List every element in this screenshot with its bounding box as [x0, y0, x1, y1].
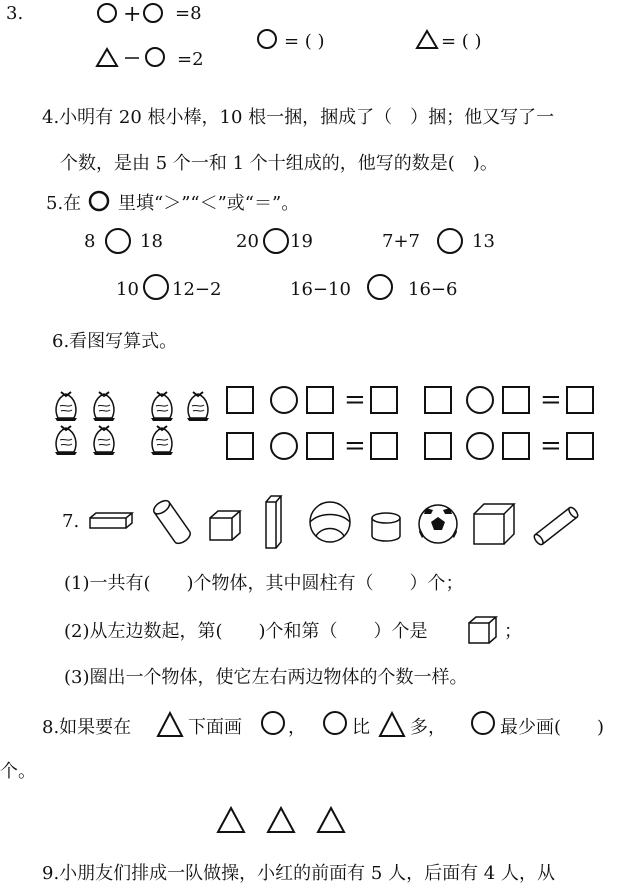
q3-eq1-result: =8: [175, 3, 202, 24]
answer-box[interactable]: [424, 386, 452, 414]
soccer-ball-icon: [419, 505, 457, 543]
q5-suffix: 里填“＞”“＜”或“＝”。: [118, 193, 300, 214]
answer-box[interactable]: [424, 432, 452, 460]
equals-sign: =: [344, 385, 366, 415]
q3-triangle-icon: [415, 28, 441, 52]
q4-line1: 4.小明有 20 根小棒，10 根一捆，捆成了（ ）捆；他又写了一: [42, 107, 555, 128]
bag-icon: [55, 392, 77, 421]
q5-circle-icon: [88, 190, 112, 214]
q3-eq2-result: =2: [177, 49, 204, 70]
circle-icon: [144, 4, 162, 22]
q5-item4-right: 12−2: [172, 279, 222, 300]
answer-box[interactable]: [226, 432, 254, 460]
operator-circle[interactable]: [466, 432, 494, 460]
q8-text-b: 下面画: [188, 717, 242, 738]
equals-sign: =: [540, 385, 562, 415]
operator-circle[interactable]: [270, 386, 298, 414]
equals-sign: =: [540, 431, 562, 461]
answer-box[interactable]: [370, 386, 398, 414]
q5-item5-right: 16−6: [408, 279, 458, 300]
q5-item5-circle-icon: [366, 274, 396, 302]
triangle-icon: [218, 808, 244, 832]
ball-icon: [310, 502, 350, 542]
answer-box[interactable]: [306, 432, 334, 460]
cuboid-icon: [90, 513, 132, 528]
cube-icon: [210, 511, 240, 540]
equals-sign: =: [344, 431, 366, 461]
svg-text:+: +: [123, 2, 142, 27]
cube-icon: [474, 504, 514, 544]
q3-circle-blank: = ( ): [284, 31, 325, 52]
q9-line1: 9.小朋友们排成一队做操，小红的前面有 5 人，后面有 4 人，从: [42, 863, 555, 884]
q7-cube-icon: [466, 614, 500, 648]
q5-item1-left: 8: [84, 231, 96, 252]
bag-icon: [151, 426, 173, 455]
q7-objects-row: [86, 492, 586, 554]
q8-circle-icon-2: [322, 710, 352, 740]
q8-triangles-row: [214, 804, 354, 836]
q7-sub2-text: (2)从左边数起，第( )个和第（ ）个是: [64, 621, 428, 642]
q5-item5-left: 16−10: [290, 279, 351, 300]
q3-number: 3.: [6, 3, 24, 24]
q5-item3-right: 13: [472, 231, 495, 252]
triangle-icon: [268, 808, 294, 832]
cylinder-icon: [151, 498, 192, 546]
q8-text-e: 多，: [410, 717, 446, 738]
q8-text-d: 比: [352, 717, 370, 738]
triangle-icon: [97, 49, 117, 66]
tall-cuboid-icon: [266, 496, 281, 548]
triangle-icon: [318, 808, 344, 832]
q3-eq1-symbols: [95, 2, 175, 26]
bag-icon: [187, 392, 209, 421]
q8-triangle-icon: [156, 710, 186, 740]
bag-icon: [93, 392, 115, 421]
q5-item4-left: 10: [116, 279, 139, 300]
q7-sub3: (3)圈出一个物体，使它左右两边物体的个数一样。: [64, 667, 468, 688]
q3-eq2-symbols: [95, 46, 175, 70]
q3-circle-icon: [256, 28, 280, 52]
circle-icon: [98, 4, 116, 22]
long-cylinder-icon: [533, 506, 580, 546]
bag-icon: [151, 392, 173, 421]
short-cylinder-icon: [372, 513, 400, 541]
q7-sub2-end: ；: [504, 621, 522, 642]
operator-circle[interactable]: [466, 386, 494, 414]
bag-icon: [55, 426, 77, 455]
q5-prefix: 5.在: [46, 193, 82, 214]
answer-box[interactable]: [370, 432, 398, 460]
q5-item1-circle-icon: [104, 228, 134, 256]
q5-item4-circle-icon: [142, 274, 172, 302]
operator-circle[interactable]: [270, 432, 298, 460]
answer-box[interactable]: [306, 386, 334, 414]
q5-item1-right: 18: [140, 231, 163, 252]
answer-box[interactable]: [226, 386, 254, 414]
answer-box[interactable]: [566, 386, 594, 414]
q8-circle-icon: [260, 710, 290, 740]
answer-box[interactable]: [566, 432, 594, 460]
q8-circle-icon-3: [470, 710, 500, 740]
q7-number: 7.: [62, 511, 80, 532]
answer-box[interactable]: [502, 432, 530, 460]
q8-text-a: 8.如果要在: [42, 717, 132, 738]
q5-item2-left: 20: [236, 231, 259, 252]
q8-text-c: ，: [288, 717, 306, 738]
answer-box[interactable]: [502, 386, 530, 414]
q5-item3-left: 7+7: [382, 231, 420, 252]
q5-item2-circle-icon: [262, 228, 292, 256]
q6-title: 6.看图写算式。: [52, 331, 178, 352]
q4-line2: 个数，是由 5 个一和 1 个十组成的，他写的数是( )。: [60, 153, 498, 174]
q5-item3-circle-icon: [436, 228, 466, 256]
q5-item2-right: 19: [290, 231, 313, 252]
q3-triangle-blank: = ( ): [441, 31, 482, 52]
q7-sub1: (1)一共有( )个物体，其中圆柱有（ ）个；: [64, 573, 464, 594]
q8-text-g: 个。: [0, 761, 36, 782]
circle-icon: [146, 48, 164, 66]
q8-text-f: 最少画( ): [500, 717, 605, 738]
q6-bags-picture: [50, 386, 220, 458]
q8-triangle-icon-2: [378, 710, 408, 740]
bag-icon: [93, 426, 115, 455]
